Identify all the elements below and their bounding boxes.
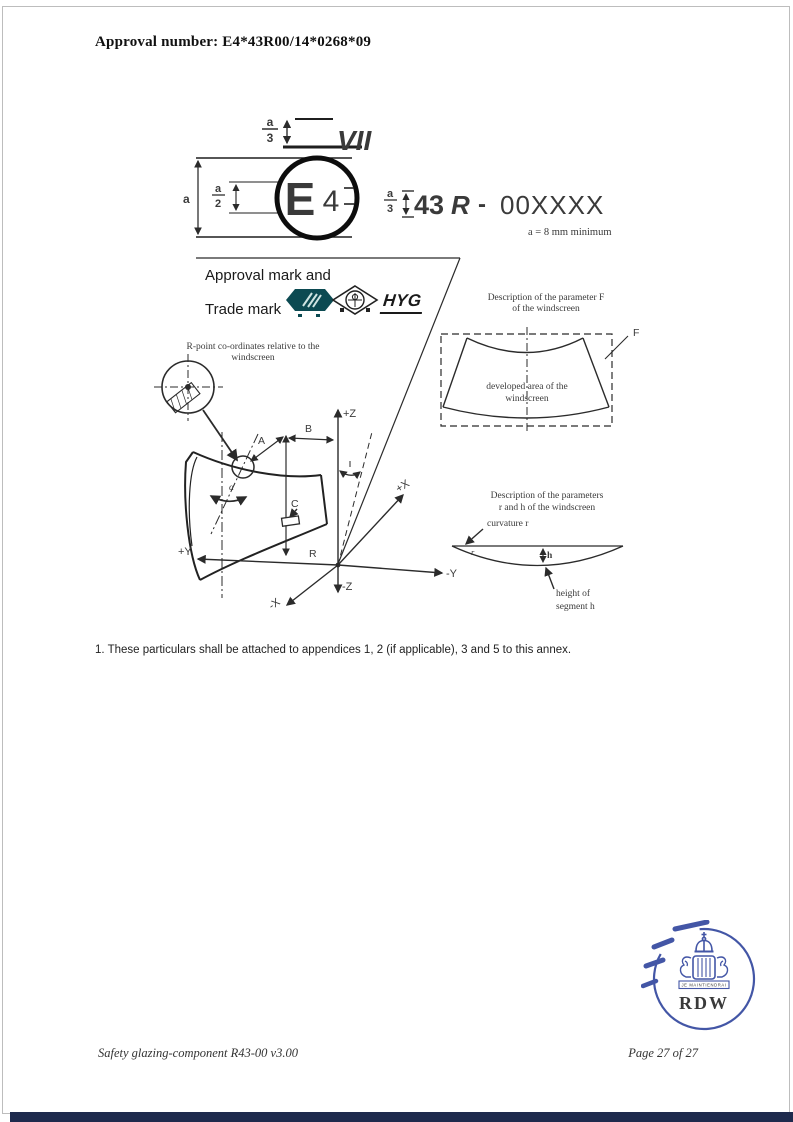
axis-plus-x-label: +X: [393, 477, 412, 496]
axis-plus-z-label: +Z: [343, 408, 357, 420]
approval-mark-caption-line2: Trade mark: [205, 301, 282, 318]
abc-dimensions: [251, 436, 333, 555]
rdw-motto-text: JE MAINTIENDRAI: [681, 982, 727, 988]
segment-height-diagram: [452, 529, 623, 589]
e-mark-circle: [277, 158, 357, 238]
frac-top-den: 3: [266, 131, 274, 145]
e-mark-country-number: 4: [322, 185, 340, 218]
axis-minus-x-label: -X: [266, 596, 283, 613]
rpoint-caption-line1: R-point co-ordinates relative to the: [186, 342, 320, 352]
frac-right-num: a: [386, 188, 394, 200]
frac-top-num: a: [266, 115, 274, 129]
shield-icon: [693, 956, 715, 979]
hyphen: -: [478, 191, 486, 218]
point-b-label: B: [305, 423, 313, 435]
alpha-angle-label: α: [229, 483, 234, 493]
e-mark-letter: E: [284, 173, 316, 225]
lion-right-icon: [717, 957, 728, 977]
point-a-label: A: [258, 435, 266, 447]
point-c-label: C: [291, 498, 299, 510]
param-f-caption-line1: Description of the parameter F: [487, 293, 605, 303]
trademark-diamond-icon: [331, 284, 379, 322]
trademark-hyg-logo: HYG: [380, 291, 425, 314]
rdw-logo-icon: [641, 920, 761, 1035]
h-label: h: [547, 551, 553, 561]
rpoint-caption-line2: windscreen: [231, 353, 275, 363]
rpoint-detail-circle: [154, 354, 237, 460]
frac-right-den: 3: [386, 203, 394, 215]
f-parameter-label: F: [633, 327, 640, 339]
approval-mark-caption-line1: Approval mark and: [205, 267, 331, 284]
frac-half-den: 2: [214, 198, 222, 210]
dim-a-label: a: [183, 192, 190, 206]
axis-minus-z-label: -Z: [342, 581, 353, 593]
height-of-segment-line2: segment h: [556, 602, 595, 612]
rdw-stamp: [641, 920, 761, 1035]
param-rh-caption-line1: Description of the parameters: [490, 491, 604, 501]
approval-number-heading: Approval number: E4*43R00/14*0268*09: [95, 34, 372, 50]
rdw-text: RDW: [679, 993, 729, 1013]
axis-plus-y-label: +Y: [178, 546, 192, 558]
r-tick-label: r: [471, 547, 475, 557]
lion-left-icon: [680, 957, 691, 977]
param-f-caption-line2: of the windscreen: [512, 304, 580, 314]
developed-area-line1: developed area of the: [486, 382, 568, 392]
approval-mark-and-windscreen-figure: [140, 90, 665, 635]
footer-document-title: Safety glazing-component R43-00 v3.00: [98, 1046, 298, 1060]
curvature-r-label: curvature r: [487, 519, 529, 529]
footnote-text: 1. These particulars shall be attached to appendices 1, 2 (if applicable), 3 and 5 to this annex.: [95, 644, 572, 656]
trademark-hexagon-icon: [285, 286, 335, 320]
developed-area-line2: windscreen: [505, 394, 549, 404]
approval-sequence-number: 00XXXX: [500, 190, 605, 220]
frac-half-num: a: [214, 183, 222, 195]
origin-r-label: R: [309, 548, 317, 560]
param-rh-caption-line2: r and h of the windscreen: [498, 503, 596, 513]
footer-page-number: Page 27 of 27: [628, 1046, 698, 1060]
bottom-bar: [10, 1112, 793, 1122]
height-of-segment-line1: height of: [556, 589, 591, 599]
developed-area-diagram: [441, 327, 628, 434]
axis-minus-y-label: -Y: [446, 568, 457, 580]
regulation-number-group: [384, 188, 414, 217]
regulation-letter-r: R: [451, 190, 470, 220]
crown-icon: [695, 932, 714, 952]
glazing-class-roman: VII: [337, 125, 372, 156]
minimum-size-note: a = 8 mm minimum: [528, 227, 612, 238]
regulation-number: 43: [414, 190, 445, 220]
